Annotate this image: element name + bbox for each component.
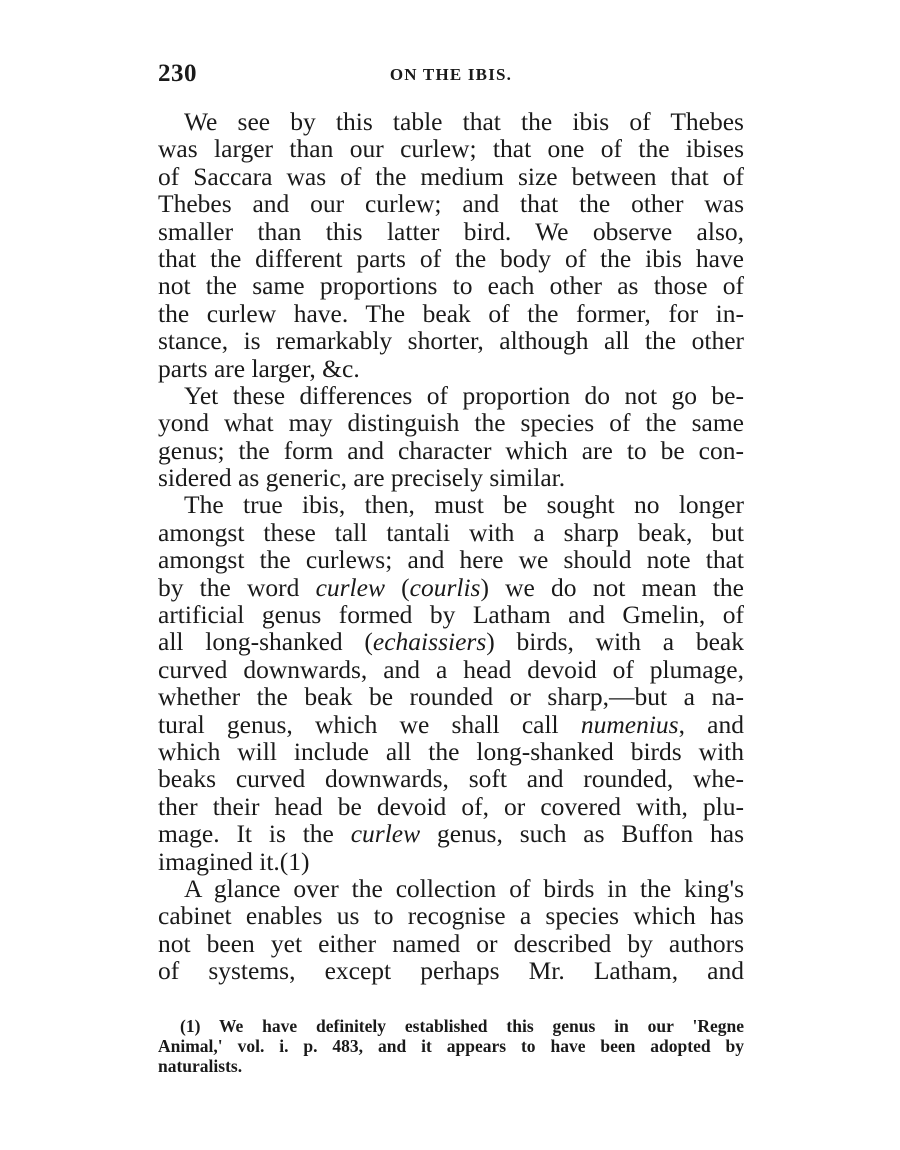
running-head	[158, 60, 744, 92]
body-line: that the different parts of the body of the ibis have	[158, 243, 744, 273]
body-line: ther their head be devoid of, or covered with, plu-	[158, 791, 744, 821]
body-line: imagined it.(1)	[158, 846, 310, 876]
body-line: amongst the curlews; and here we should note that	[158, 545, 744, 575]
body-line: We see by this table that the ibis of Thebes	[184, 107, 744, 136]
body-line: not been yet either named or described by authors	[158, 928, 744, 958]
body-line: of systems, except perhaps Mr. Latham, and	[158, 956, 744, 986]
body-line: tural genus, which we shall call numenius, and	[158, 709, 744, 739]
footnote-line: naturalists.	[158, 1056, 243, 1076]
body-line: parts are larger, &c.	[158, 353, 360, 383]
body-line: Thebes and our curlew; and that the other was	[158, 189, 744, 219]
body-line: A glance over the collection of birds in the king's	[184, 873, 744, 903]
body-line: beaks curved downwards, soft and rounded, whe-	[158, 764, 744, 794]
body-line: whether the beak be rounded or sharp,—but a na-	[158, 682, 744, 712]
body-line: stance, is remarkably shorter, although all the other	[158, 326, 744, 356]
footnote	[158, 1016, 744, 1076]
body-line: smaller than this latter bird. We observe also,	[158, 216, 744, 246]
body-line: The true ibis, then, must be sought no longer	[184, 490, 744, 520]
running-title: ON THE IBIS.	[389, 65, 513, 84]
body-line: all long-shanked (echaissiers) birds, with a beak	[158, 627, 744, 657]
body-line: artificial genus formed by Latham and Gmelin, of	[158, 600, 744, 630]
body-line: the curlew have. The beak of the former, for in-	[158, 298, 744, 328]
body-line: amongst these tall tantali with a sharp beak, but	[158, 517, 744, 547]
body-line: by the word curlew (courlis) we do not mean the	[158, 572, 745, 602]
body-line: was larger than our curlew; that one of the ibises	[158, 134, 744, 164]
page-number: 230	[158, 60, 197, 87]
body-line: genus; the form and character which are to be con-	[158, 435, 744, 465]
body-line: yond what may distinguish the species of the same	[158, 408, 744, 438]
body-text	[158, 108, 744, 985]
body-line: of Saccara was of the medium size between that of	[158, 161, 744, 191]
body-line: which will include all the long-shanked birds with	[158, 736, 744, 766]
body-line: Yet these differences of proportion do not go be-	[184, 380, 744, 410]
footnote-line: Animal,' vol. i. p. 483, and it appears to have been adopted by	[158, 1036, 744, 1056]
body-line: cabinet enables us to recognise a species which has	[158, 901, 744, 931]
body-line: not the same proportions to each other as those of	[158, 271, 744, 301]
footnote-line: (1) We have definitely established this genus in our 'Regne	[180, 1016, 744, 1036]
body-line: curved downwards, and a head devoid of plumage,	[158, 654, 744, 684]
body-line: mage. It is the curlew genus, such as Buffon has	[158, 819, 744, 849]
body-line: sidered as generic, are precisely similar.	[158, 463, 566, 493]
